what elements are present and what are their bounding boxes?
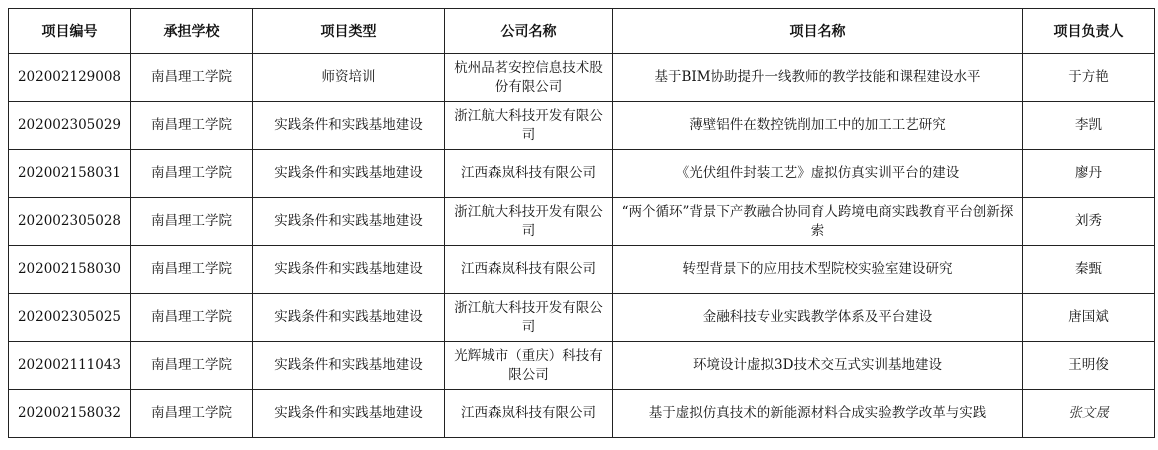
header-leader: 项目负责人 bbox=[1023, 9, 1155, 54]
cell-project-type: 实践条件和实践基地建设 bbox=[253, 342, 445, 390]
header-project-name: 项目名称 bbox=[613, 9, 1023, 54]
cell-school: 南昌理工学院 bbox=[131, 102, 253, 150]
cell-project-name: 转型背景下的应用技术型院校实验室建设研究 bbox=[613, 246, 1023, 294]
cell-project-id: 202002158031 bbox=[9, 150, 131, 198]
project-table bbox=[8, 8, 1155, 438]
cell-company: 江西森岚科技有限公司 bbox=[445, 150, 613, 198]
cell-project-type: 实践条件和实践基地建设 bbox=[253, 294, 445, 342]
header-project-type: 项目类型 bbox=[253, 9, 445, 54]
cell-school: 南昌理工学院 bbox=[131, 294, 253, 342]
cell-leader: 刘秀 bbox=[1023, 198, 1155, 246]
cell-leader: 廖丹 bbox=[1023, 150, 1155, 198]
table-row bbox=[9, 54, 1155, 102]
cell-project-id: 202002305028 bbox=[9, 198, 131, 246]
table-row bbox=[9, 390, 1155, 438]
cell-leader: 李凯 bbox=[1023, 102, 1155, 150]
cell-project-id: 202002158032 bbox=[9, 390, 131, 438]
cell-school: 南昌理工学院 bbox=[131, 390, 253, 438]
cell-project-name: 基于虚拟仿真技术的新能源材料合成实验教学改革与实践 bbox=[613, 390, 1023, 438]
cell-project-name: 环境设计虚拟3D技术交互式实训基地建设 bbox=[613, 342, 1023, 390]
cell-project-name: 薄壁铝件在数控铣削加工中的加工工艺研究 bbox=[613, 102, 1023, 150]
cell-project-name: 金融科技专业实践教学体系及平台建设 bbox=[613, 294, 1023, 342]
cell-project-name: “两个循环”背景下产教融合协同育人跨境电商实践教育平台创新探索 bbox=[613, 198, 1023, 246]
cell-leader: 唐国斌 bbox=[1023, 294, 1155, 342]
header-project-id: 项目编号 bbox=[9, 9, 131, 54]
cell-school: 南昌理工学院 bbox=[131, 246, 253, 294]
table-row bbox=[9, 294, 1155, 342]
cell-project-type: 师资培训 bbox=[253, 54, 445, 102]
cell-school: 南昌理工学院 bbox=[131, 342, 253, 390]
cell-company: 杭州品茗安控信息技术股份有限公司 bbox=[445, 54, 613, 102]
cell-project-id: 202002158030 bbox=[9, 246, 131, 294]
cell-school: 南昌理工学院 bbox=[131, 54, 253, 102]
cell-project-id: 202002111043 bbox=[9, 342, 131, 390]
cell-school: 南昌理工学院 bbox=[131, 198, 253, 246]
cell-leader: 秦甄 bbox=[1023, 246, 1155, 294]
cell-company: 浙江航大科技开发有限公司 bbox=[445, 102, 613, 150]
header-row bbox=[9, 9, 1155, 54]
cell-project-id: 202002305029 bbox=[9, 102, 131, 150]
cell-leader: 王明俊 bbox=[1023, 342, 1155, 390]
table-row bbox=[9, 342, 1155, 390]
cell-project-type: 实践条件和实践基地建设 bbox=[253, 198, 445, 246]
table-row bbox=[9, 102, 1155, 150]
cell-company: 浙江航大科技开发有限公司 bbox=[445, 294, 613, 342]
cell-project-type: 实践条件和实践基地建设 bbox=[253, 102, 445, 150]
cell-leader: 张文晟 bbox=[1023, 390, 1155, 438]
cell-project-type: 实践条件和实践基地建设 bbox=[253, 150, 445, 198]
cell-school: 南昌理工学院 bbox=[131, 150, 253, 198]
table-row bbox=[9, 198, 1155, 246]
cell-project-name: 《光伏组件封装工艺》虚拟仿真实训平台的建设 bbox=[613, 150, 1023, 198]
cell-leader: 于方艳 bbox=[1023, 54, 1155, 102]
table-row bbox=[9, 150, 1155, 198]
header-school: 承担学校 bbox=[131, 9, 253, 54]
cell-project-id: 202002129008 bbox=[9, 54, 131, 102]
table-row bbox=[9, 246, 1155, 294]
cell-company: 江西森岚科技有限公司 bbox=[445, 246, 613, 294]
cell-company: 浙江航大科技开发有限公司 bbox=[445, 198, 613, 246]
cell-project-type: 实践条件和实践基地建设 bbox=[253, 246, 445, 294]
cell-project-type: 实践条件和实践基地建设 bbox=[253, 390, 445, 438]
cell-company: 光辉城市（重庆）科技有限公司 bbox=[445, 342, 613, 390]
cell-company: 江西森岚科技有限公司 bbox=[445, 390, 613, 438]
cell-project-id: 202002305025 bbox=[9, 294, 131, 342]
header-company: 公司名称 bbox=[445, 9, 613, 54]
cell-project-name: 基于BIM协助提升一线教师的教学技能和课程建设水平 bbox=[613, 54, 1023, 102]
